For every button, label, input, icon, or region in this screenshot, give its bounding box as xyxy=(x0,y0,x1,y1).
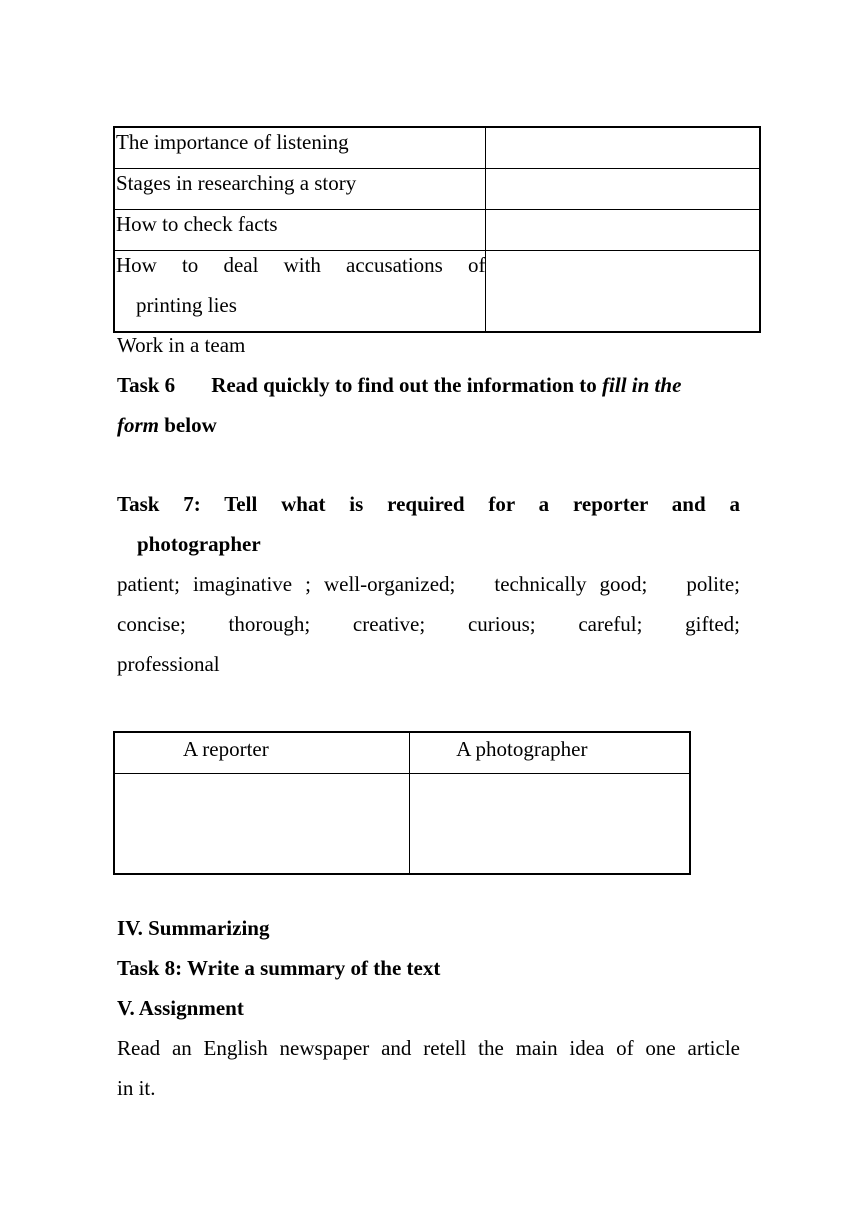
task6-italic-form: form xyxy=(117,413,159,437)
cell-text: The importance of listening xyxy=(116,130,349,154)
section-assignment-heading: V. Assignment xyxy=(117,996,244,1020)
table-cell-empty xyxy=(114,774,410,875)
task6-line1 xyxy=(117,373,740,398)
adjectives-line1: patient; imaginative ; well-organized; technically good; polite; xyxy=(117,572,740,596)
header-photographer: A photographer xyxy=(456,737,588,761)
adjectives-line2: concise; thorough; creative; curious; careful; gifted; xyxy=(117,612,740,636)
header-reporter: A reporter xyxy=(183,737,269,761)
task6-italic: fill in the xyxy=(602,373,682,397)
table-row xyxy=(114,251,760,333)
table-row xyxy=(114,774,690,875)
table-cell xyxy=(114,251,486,333)
table-cell-empty xyxy=(486,169,760,210)
topics-table xyxy=(113,126,761,333)
table-header-cell xyxy=(410,732,690,774)
task6-label: Task 6 xyxy=(117,373,176,397)
adjectives-line3: professional xyxy=(117,652,220,676)
cell-text: How to check facts xyxy=(116,212,278,236)
table-cell-empty xyxy=(486,251,760,333)
task7-line1: Task 7: Tell what is required for a reporter and a xyxy=(117,492,740,516)
table-cell-empty xyxy=(410,774,690,875)
table-cell-empty xyxy=(486,127,760,169)
table-header-row xyxy=(114,732,690,774)
work-in-team-text: Work in a team xyxy=(117,333,246,357)
cell-text: printing lies xyxy=(136,293,237,317)
assignment-text-line1: Read an English newspaper and retell the main idea of one article xyxy=(117,1036,740,1060)
cell-text: Stages in researching a story xyxy=(116,171,357,195)
task6-text: Read quickly to find out the information to xyxy=(211,373,603,397)
cell-text: How to deal with accusations of xyxy=(116,253,486,277)
reporter-photographer-table xyxy=(113,731,691,875)
task6-below: below xyxy=(159,413,217,437)
task6-line2 xyxy=(117,413,740,438)
table-cell-empty xyxy=(486,210,760,251)
task8-heading: Task 8: Write a summary of the text xyxy=(117,956,441,980)
assignment-text-line2: in it. xyxy=(117,1076,156,1100)
table-header-cell xyxy=(114,732,410,774)
section-summarizing-heading: IV. Summarizing xyxy=(117,916,270,940)
task7-line2: photographer xyxy=(137,532,261,556)
